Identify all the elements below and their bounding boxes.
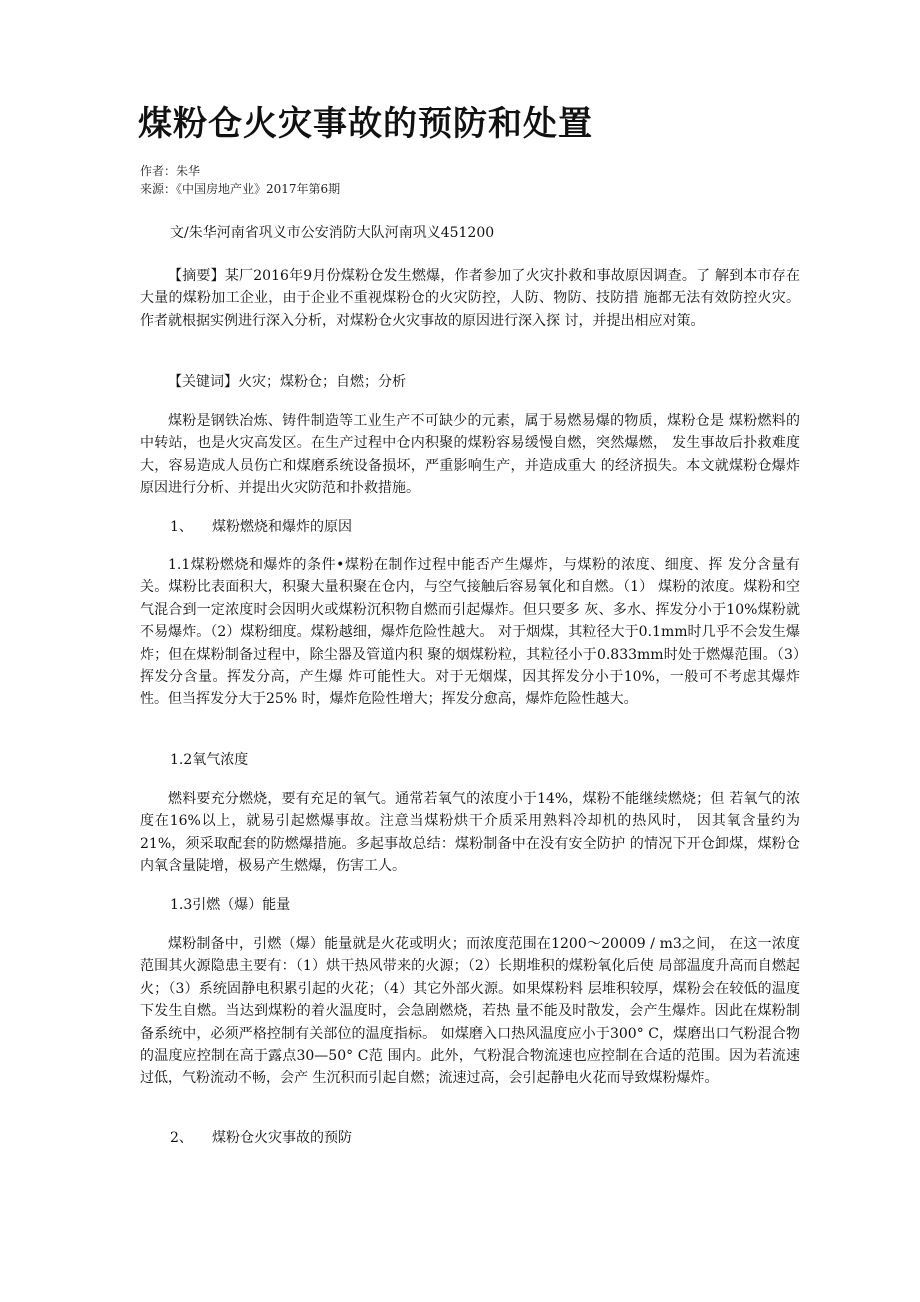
section-title: 煤粉燃烧和爆炸的原因 [212, 519, 352, 535]
subheading-1-2: 1.2氧气浓度 [170, 752, 249, 768]
section-heading-1 [170, 516, 352, 538]
paragraph-1-2: 燃料要充分燃烧，要有充足的氧气。通常若氧气的浓度小于14%，煤粉不能继续燃烧；但 若氧气的浓度在16%以上，就易引起燃爆事故。注意当煤粉烘干介质采用熟料冷却机的热风时， 因其氧含量约为21%，须采取配套的防燃爆措施。多起事故总结：煤粉制备中在没有安全防护 的情况下开仓卸煤，煤粉仓内氧含量陡增，极易产生燃爆，伤害工人。 [140, 791, 800, 875]
section-number: 2、 [170, 1130, 193, 1146]
byline: 文/朱华河南省巩义市公安消防大队河南巩义451200 [170, 225, 495, 241]
section-number: 1、 [170, 519, 193, 535]
paragraph-1-3: 煤粉制备中，引燃（爆）能量就是火花或明火；而浓度范围在1200～20009 / m3之间， 在这一浓度范围其火源隐患主要有：（1）烘干热风带来的火源；（2）长期堆积的煤粉氧化后使 局部温度升高而自燃起火；（3）系统固静电积累引起的火花；（4）其它外部火源。如果煤粉料 层堆积较厚，煤粉会在较低的温度下发生自燃。当达到煤粉的着火温度时，会急剧燃烧，若热 量不能及时散发，会产生爆炸。因此在煤粉制备系统中，必须严格控制有关部位的温度指标。 如煤磨入口热风温度应小于300° C，煤磨出口气粉混合物的温度应控制在高于露点30—50° C范 围内。此外，气粉混合物流速也应控制在合适的范围。因为若流速过低，气粉流动不畅，会产 生沉积而引起自燃；流速过高，会引起静电火花而导致煤粉爆炸。 [140, 936, 800, 1087]
document-title: 煤粉仓火灾事故的预防和处置 [138, 104, 593, 144]
subheading-1-3: 1.3引燃（爆）能量 [170, 897, 291, 913]
section-heading-2 [170, 1127, 352, 1149]
keywords-paragraph: 【关键词】火灾；煤粉仓；自燃；分析 [168, 374, 406, 390]
abstract-paragraph: 【摘要】某厂2016年9月份煤粉仓发生燃爆，作者参加了火灾扑救和事故原因调查。了 解到本市存在大量的煤粉加工企业，由于企业不重视煤粉仓的火灾防控，人防、物防、技防措 施都无法有效防控火灾。作者就根据实例进行深入分析，对煤粉仓火灾事故的原因进行深入探 讨，并提出相应对策。 [140, 268, 800, 329]
paragraph-1-1: 1.1煤粉燃烧和爆炸的条件•煤粉在制作过程中能否产生爆炸，与煤粉的浓度、细度、挥 发分含量有关。煤粉比表面积大，积聚大量积聚在仓内，与空气接触后容易氧化和自燃。（1） 煤粉的浓度。煤粉和空气混合到一定浓度时会因明火或煤粉沉积物自燃而引起爆炸。但只要多 灰、多水、挥发分小于10%煤粉就不易爆炸。（2）煤粉细度。煤粉越细，爆炸危险性越大。 对于烟煤，其粒径大于0.1mm时几乎不会发生爆炸；但在煤粉制备过程中，除尘器及管道内积 聚的烟煤粉粒，其粒径小于0.833mm时处于燃爆范围。（3）挥发分含量。挥发分高，产生爆 炸可能性大。对于无烟煤，因其挥发分小于10%，一般可不考虑其爆炸性。但当挥发分大于25% 时，爆炸危险性增大；挥发分愈高，爆炸危险性越大。 [140, 557, 800, 708]
section-title: 煤粉仓火灾事故的预防 [212, 1130, 352, 1146]
author-line: 作者：朱华 [140, 164, 201, 178]
intro-paragraph: 煤粉是钢铁冶炼、铸件制造等工业生产不可缺少的元素，属于易燃易爆的物质，煤粉仓是 煤粉燃料的中转站，也是火灾高发区。在生产过程中仓内积聚的煤粉容易缓慢自燃，突然爆燃， 发生事故后扑救难度大，容易造成人员伤亡和煤磨系统设备损坏，严重影响生产，并造成重大 的经济损失。本文就煤粉仓爆炸原因进行分析、并提出火灾防范和扑救措施。 [140, 413, 800, 497]
source-line: 来源：《中国房地产业》2017年第6期 [140, 182, 341, 196]
